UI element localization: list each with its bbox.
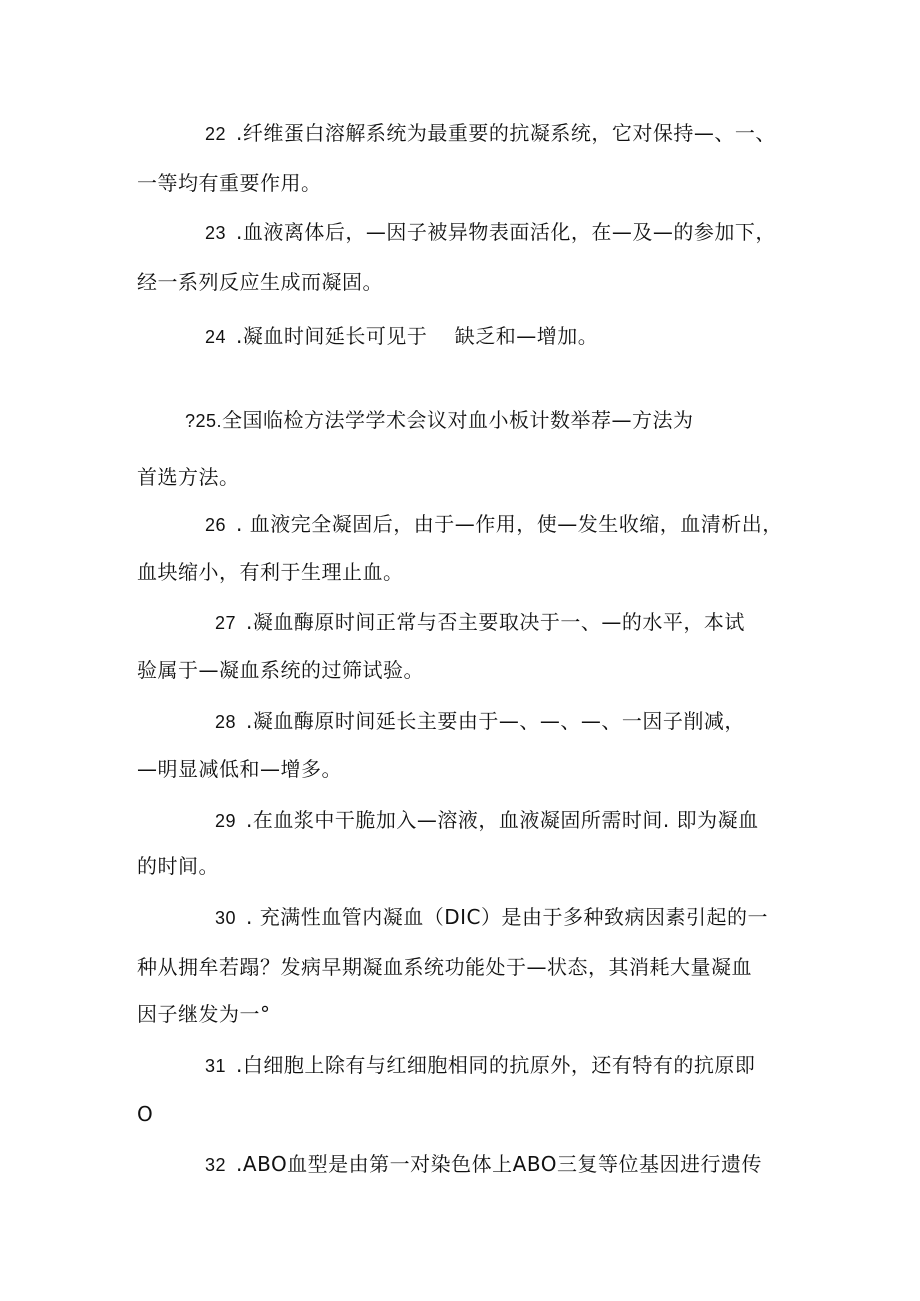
item-27-line2: 验属于—凝血系统的过筛试验。 xyxy=(137,658,424,682)
item-30-line3: 因子继发为一° xyxy=(137,1002,271,1026)
item-text: .在血浆中干脆加入—溶液，血液凝固所需时间. 即为凝血 xyxy=(246,808,759,832)
item-number: ?25. xyxy=(185,411,223,431)
item-29-line1 xyxy=(215,806,759,835)
item-number: 32 xyxy=(205,1155,227,1175)
item-22-line1 xyxy=(205,119,776,148)
item-22-line2: 一等均有重要作用。 xyxy=(137,171,322,195)
item-text: .纤维蛋白溶解系统为最重要的抗凝系统，它对保持—、一、 xyxy=(236,121,776,145)
item-26-line2: 血块缩小，有利于生理止血。 xyxy=(137,560,404,584)
item-30-line1 xyxy=(215,903,768,932)
item-23-line2: 经一系列反应生成而凝固。 xyxy=(137,270,383,294)
item-text: .凝血酶原时间延长主要由于—、—、—、一因子削减， xyxy=(246,709,745,733)
item-number: 30 xyxy=(215,908,237,928)
item-25-line2: 首选方法。 xyxy=(137,465,240,489)
item-27-line1 xyxy=(215,608,745,637)
item-text: . 血液完全凝固后，由于—作用，使—发生收缩，血清析出， xyxy=(236,512,783,536)
item-text: .白细胞上除有与红细胞相同的抗原外，还有特有的抗原即 xyxy=(236,1053,756,1077)
item-text: .凝血时间延长可见于 缺乏和—增加。 xyxy=(236,324,599,348)
item-number: 26 xyxy=(205,515,227,535)
item-30-line2: 种从拥牟若蹋？发病早期凝血系统功能处于—状态，其消耗大量凝血 xyxy=(137,955,752,979)
item-25-line1 xyxy=(185,406,694,435)
item-26-line1 xyxy=(205,510,783,539)
item-23-line1 xyxy=(205,218,776,247)
item-number: 29 xyxy=(215,811,237,831)
item-number: 27 xyxy=(215,613,237,633)
item-29-line2: 的时间。 xyxy=(137,854,219,878)
item-number: 23 xyxy=(205,223,227,243)
item-32-line1 xyxy=(205,1150,762,1179)
item-31-line1 xyxy=(205,1051,755,1080)
item-28-line2: —明显减低和—增多。 xyxy=(137,757,342,781)
item-number: 22 xyxy=(205,124,227,144)
item-text: .血液离体后，—因子被异物表面活化，在—及—的参加下， xyxy=(236,220,776,244)
item-text: . 充满性血管内凝血（DIC）是由于多种致病因素引起的一 xyxy=(246,905,769,929)
item-number: 31 xyxy=(205,1056,227,1076)
item-text: .ABO血型是由第一对染色体上ABO三复等位基因进行遗传 xyxy=(236,1152,762,1176)
item-text: .凝血酶原时间正常与否主要取决于一、—的水平，本试 xyxy=(246,610,745,634)
item-28-line1 xyxy=(215,707,745,736)
item-number: 28 xyxy=(215,712,237,732)
item-24-line1 xyxy=(205,322,598,351)
item-number: 24 xyxy=(205,327,227,347)
item-31-line2: O xyxy=(137,1102,154,1126)
item-text: 全国临检方法学学术会议对血小板计数举荐—方法为 xyxy=(222,408,694,432)
